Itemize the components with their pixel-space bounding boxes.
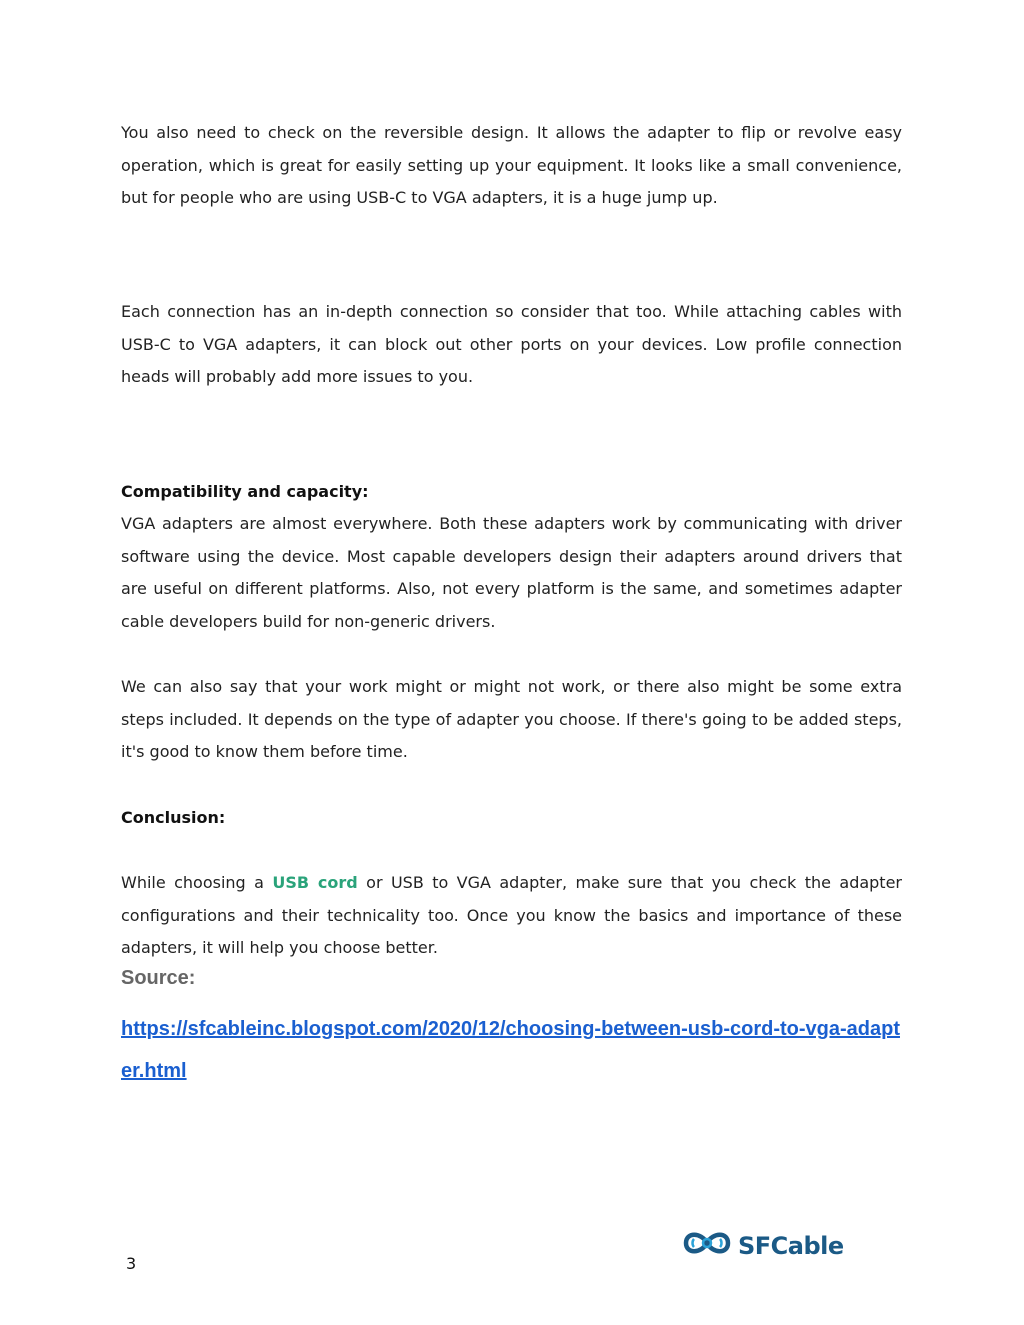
heading-compatibility: Compatibility and capacity: <box>121 482 369 501</box>
paragraph-conclusion <box>121 867 902 965</box>
paragraph-reversible-design: You also need to check on the reversible design. It allows the adapter to flip or revolve easy operation, which is great for easily setting up your equipment. It looks like a small convenience, but for people who are using USB-C to VGA adapters, it is a huge jump up. <box>121 123 902 208</box>
heading-conclusion: Conclusion: <box>121 808 226 827</box>
paragraph-vga-adapters: VGA adapters are almost everywhere. Both these adapters work by communicating with driver software using the device. Most capable developers design their adapters around drivers that are useful on different platforms. Also, not every platform is the same, and sometimes adapter cable developers build for non-generic drivers. <box>121 514 902 632</box>
source-url-link[interactable]: https://sfcableinc.blogspot.com/2020/12/choosing-between-usb-cord-to-vga-adapter.html <box>121 1018 900 1082</box>
page-number: 3 <box>126 1254 137 1273</box>
paragraph-connection-depth: Each connection has an in-depth connection so consider that too. While attaching cables with USB-C to VGA adapters, it can block out other ports on your devices. Low profile connection heads will probably add more issues to you. <box>121 302 902 387</box>
paragraph-extra-steps: We can also say that your work might or might not work, or there also might be some extra steps included. It depends on the type of adapter you choose. If there's going to be added steps, it's good to know them before time. <box>121 677 902 762</box>
usb-cord-link[interactable]: USB cord <box>272 873 358 892</box>
conclusion-text-start: While choosing a <box>121 873 273 892</box>
infinity-link-icon <box>680 1226 734 1265</box>
sfcable-logo <box>680 1226 844 1265</box>
conclusion-text-end: or USB to VGA adapter, make sure that you check the adapter configurations and their technicality too. Once you know the basics and importance of these adapters, it will help you choose better. <box>121 873 903 958</box>
source-label: Source: <box>121 967 196 989</box>
logo-wordmark: SFCable <box>738 1231 844 1260</box>
